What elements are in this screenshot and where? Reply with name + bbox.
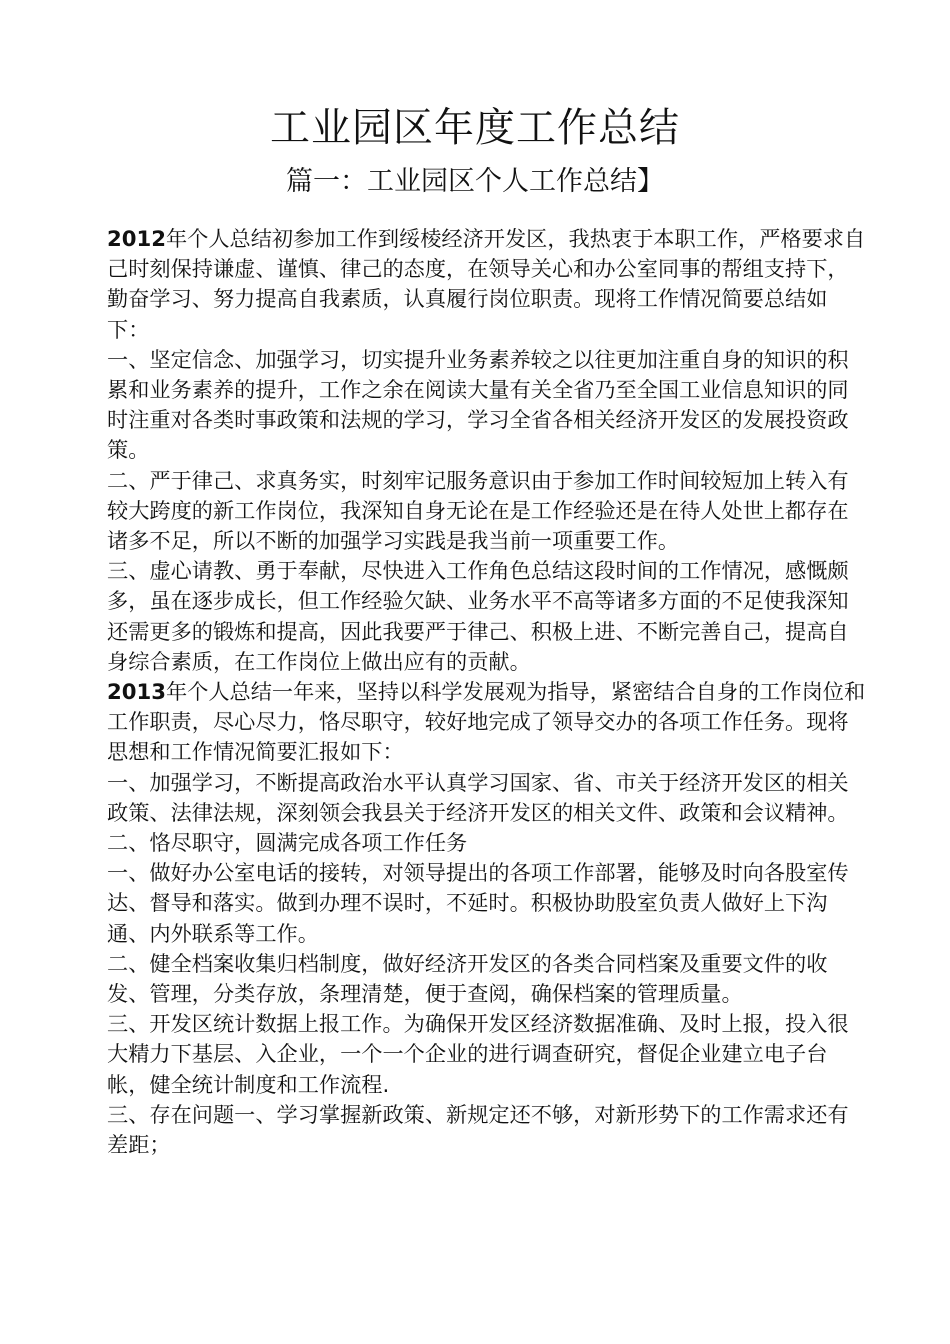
paragraph-text: 一、加强学习，不断提高政治水平认真学习国家、省、市关于经济开发区的相关政策、法律法规，深刻领会我县关于经济开发区的相关文件、政策和会议精神。 bbox=[107, 769, 849, 825]
paragraph-text: 年个人总结一年来，坚持以科学发展观为指导，紧密结合自身的工作岗位和工作职责，尽心尽力，恪尽职守，较好地完成了领导交办的各项工作任务。现将思想和工作情况简要汇报如下： bbox=[107, 679, 866, 765]
paragraph-text: 三、开发区统计数据上报工作。为确保开发区经济数据准确、及时上报，投入很大精力下基层、入企业，一个一个企业的进行调查研究，督促企业建立电子台帐，健全统计制度和工作流程. bbox=[107, 1011, 849, 1097]
paragraph-problems bbox=[107, 1100, 867, 1160]
paragraph-text: 二、恪尽职守，圆满完成各项工作任务 bbox=[107, 830, 468, 856]
paragraph-statistics-duty bbox=[107, 1009, 867, 1100]
paragraph-archive-duty bbox=[107, 949, 867, 1009]
paragraph-text: 一、做好办公室电话的接转，对领导提出的各项工作部署，能够及时向各股室传达、督导和落实。做到办理不误时，不延时。积极协助股室负责人做好上下沟通、内外联系等工作。 bbox=[107, 860, 849, 946]
paragraph-point-2 bbox=[107, 466, 867, 557]
document-body bbox=[107, 224, 867, 1160]
paragraph-text: 二、严于律己、求真务实，时刻牢记服务意识由于参加工作时间较短加上转入有较大跨度的新工作岗位，我深知自身无论在是工作经验还是在待人处世上都存在诸多不足，所以不断的加强学习实践是我当前一项重要工作。 bbox=[107, 467, 849, 554]
paragraph-study bbox=[107, 768, 867, 828]
paragraph-point-3 bbox=[107, 556, 867, 677]
paragraph-2013-summary bbox=[107, 677, 867, 768]
paragraph-2012-summary bbox=[107, 224, 867, 345]
paragraph-duties-heading bbox=[107, 828, 867, 858]
paragraph-phone-duty bbox=[107, 858, 867, 949]
year-label: 2013 bbox=[107, 679, 166, 705]
paragraph-text: 三、虚心请教、勇于奉献，尽快进入工作角色总结这段时间的工作情况，感慨颇多，虽在逐步成长，但工作经验欠缺、业务水平不高等诸多方面的不足使我深知还需更多的锻炼和提高，因此我要严于律己、积极上进、不断完善自己，提高自身综合素质，在工作岗位上做出应有的贡献。 bbox=[107, 558, 849, 674]
document-subtitle: 篇一：工业园区个人工作总结】 bbox=[286, 166, 664, 197]
paragraph-text: 一、坚定信念、加强学习，切实提升业务素养较之以往更加注重自身的知识的积累和业务素养的提升，工作之余在阅读大量有关全省乃至全国工业信息知识的同时注重对各类时事政策和法规的学习，学习全省各相关经济开发区的发展投资政策。 bbox=[107, 346, 849, 463]
paragraph-point-1 bbox=[107, 345, 867, 466]
paragraph-text: 三、存在问题一、学习掌握新政策、新规定还不够，对新形势下的工作需求还有差距； bbox=[107, 1101, 849, 1158]
year-label: 2012 bbox=[107, 226, 166, 251]
paragraph-text: 二、健全档案收集归档制度，做好经济开发区的各类合同档案及重要文件的收发、管理，分类存放，条理清楚，便于查阅，确保档案的管理质量。 bbox=[107, 950, 828, 1007]
document-title: 工业园区年度工作总结 bbox=[270, 105, 680, 151]
paragraph-text: 年个人总结初参加工作到绥棱经济开发区，我热衷于本职工作，严格要求自己时刻保持谦虚、谨慎、律己的态度，在领导关心和办公室同事的帮组支持下，勤奋学习、努力提高自我素质，认真履行岗位职责。现将工作情况简要总结如下： bbox=[107, 226, 866, 342]
